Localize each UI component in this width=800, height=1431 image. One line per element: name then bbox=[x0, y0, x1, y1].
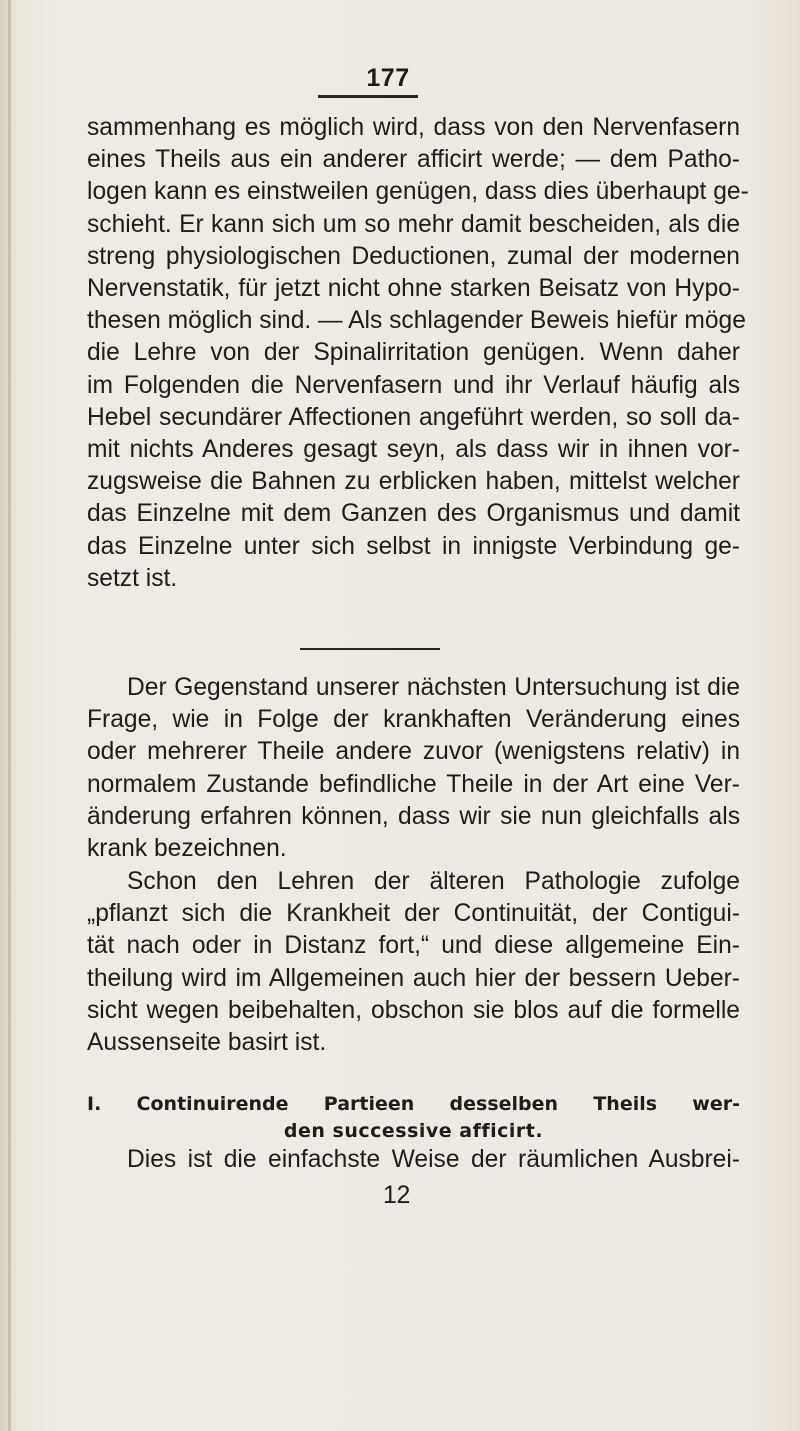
text-line: Schon den Lehren der älteren Pathologie zufolge bbox=[127, 868, 740, 895]
text-line: normalem Zustande befindliche Theile in der Art eine Ver- bbox=[87, 770, 740, 798]
text-line: streng physiologischen Deductionen, zumal der modernen bbox=[87, 242, 740, 270]
text-line: logen kann es einstweilen genügen, dass dies überhaupt ge- bbox=[87, 178, 749, 206]
text-line: Nervenstatik, für jetzt nicht ohne starken Beisatz von Hypo- bbox=[87, 275, 740, 303]
text-line: theilung wird im Allgemeinen auch hier der bessern Ueber- bbox=[87, 964, 740, 992]
paragraph-1 bbox=[87, 112, 749, 595]
paragraph-4 bbox=[87, 1144, 740, 1176]
text-line: Hebel secundärer Affectionen angeführt werden, so soll da- bbox=[87, 403, 740, 431]
section-heading bbox=[87, 1091, 740, 1145]
paragraph-2 bbox=[87, 672, 740, 865]
text-line: mit nichts Anderes gesagt seyn, als dass wir in ihnen vor- bbox=[87, 436, 740, 464]
text-line: sicht wegen beibehalten, obschon sie blos auf die formelle bbox=[87, 996, 740, 1024]
heading-line: den successive afficirt. bbox=[283, 1120, 544, 1142]
text-line: das Einzelne unter sich selbst in innigste Verbindung ge- bbox=[87, 532, 740, 560]
text-line: Dies ist die einfachste Weise der räumlichen Ausbrei- bbox=[127, 1146, 740, 1173]
text-line: tät nach oder in Distanz fort,“ und diese allgemeine Ein- bbox=[87, 932, 740, 960]
text-line: die Lehre von der Spinalirritation genügen. Wenn daher bbox=[87, 339, 740, 367]
text-line: setzt ist. bbox=[87, 564, 178, 592]
text-line: sammenhang es möglich wird, dass von den Nervenfasern bbox=[87, 114, 740, 141]
paragraph-3 bbox=[87, 866, 740, 1059]
text-line: thesen möglich sind. — Als schlagender Beweis hiefür möge bbox=[87, 307, 746, 335]
text-line: eines Theils aus ein anderer afficirt werde; — dem Patho- bbox=[87, 146, 740, 174]
text-line: „pflanzt sich die Krankheit der Continuität, der Contigui- bbox=[87, 900, 740, 928]
heading-line: I. Continuirende Partieen desselben Theils wer- bbox=[87, 1093, 740, 1115]
text-line: im Folgenden die Nervenfasern und ihr Verlauf häufig als bbox=[87, 371, 740, 399]
header-rule bbox=[318, 95, 418, 98]
text-line: schieht. Er kann sich um so mehr damit bescheiden, als die bbox=[87, 210, 740, 238]
text-line: Frage, wie in Folge der krankhaften Veränderung eines bbox=[87, 706, 740, 734]
binding-edge bbox=[8, 0, 11, 1431]
text-line: Der Gegenstand unserer nächsten Untersuchung ist die bbox=[127, 674, 740, 701]
text-line: Aussenseite basirt ist. bbox=[87, 1029, 327, 1057]
text-line: krank bezeichnen. bbox=[87, 835, 287, 863]
text-line: änderung erfahren können, dass wir sie nun gleichfalls als bbox=[87, 802, 740, 830]
section-divider bbox=[300, 648, 440, 650]
text-line: das Einzelne mit dem Ganzen des Organismus und damit bbox=[87, 500, 740, 528]
text-line: oder mehrerer Theile andere zuvor (wenigstens relativ) in bbox=[87, 738, 740, 766]
signature-mark: 12 bbox=[383, 1182, 411, 1209]
text-line: zugsweise die Bahnen zu erblicken haben, mittelst welcher bbox=[87, 468, 740, 496]
page-number: 177 bbox=[366, 64, 410, 92]
